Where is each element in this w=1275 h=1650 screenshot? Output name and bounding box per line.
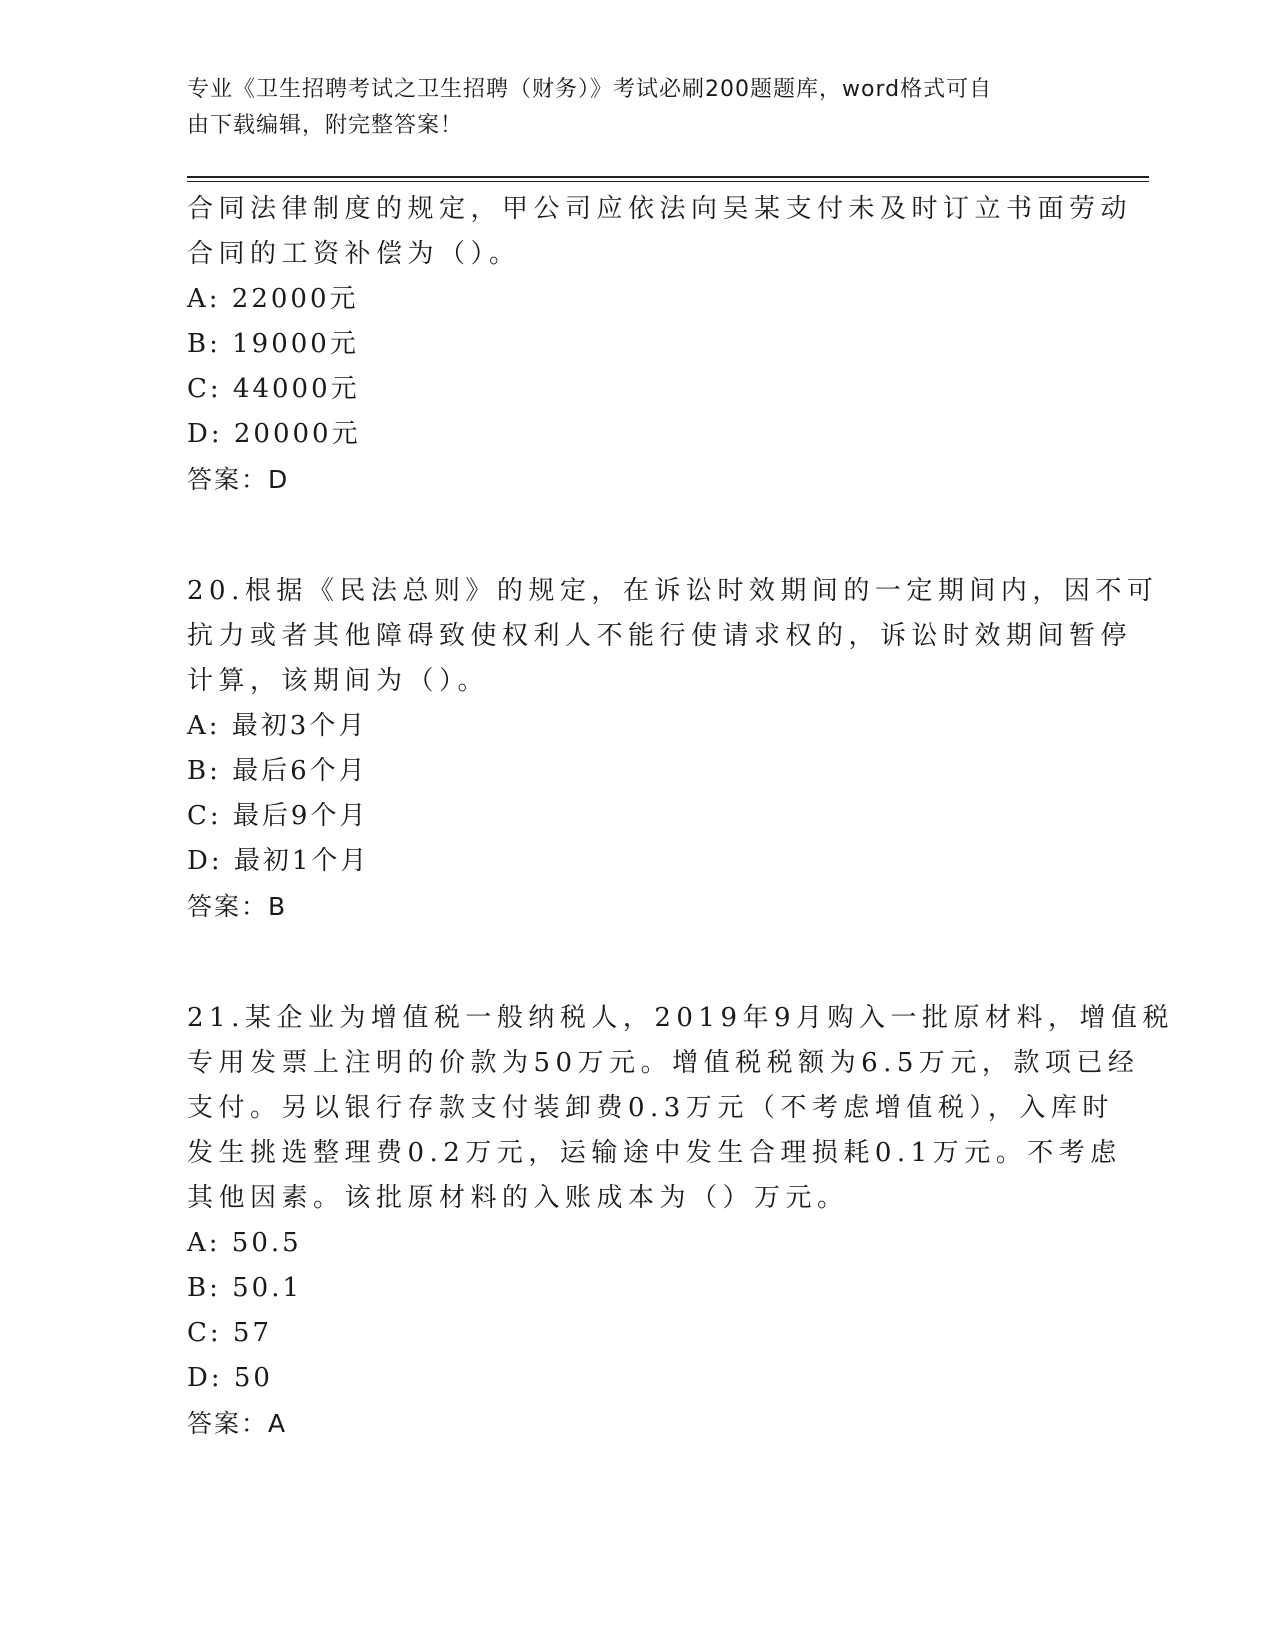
answer-line	[187, 457, 1087, 502]
question-item	[187, 187, 1133, 502]
answer-line	[187, 1401, 1087, 1446]
option-list	[187, 704, 1087, 884]
answer-value: A	[268, 1409, 286, 1438]
answer-label: 答案：	[187, 1409, 269, 1438]
option-a: A: 50.5	[187, 1228, 302, 1258]
question-stem-line: 支付。另以银行存款支付装卸费0.3万元（不考虑增值税），入库时	[187, 1093, 1114, 1123]
option-a: A: 最初3个月	[187, 711, 368, 741]
option-list	[187, 1221, 1087, 1401]
question-stem-line: 合同法律制度的规定，甲公司应依法向吴某支付未及时订立书面劳动	[187, 194, 1133, 224]
option-c: C: 44000元	[187, 374, 360, 404]
question-stem-line: 专用发票上注明的价款为50万元。增值税税额为6.5万元，款项已经	[187, 1048, 1140, 1078]
header-title-line-1: 专业《卫生招聘考试之卫生招聘（财务）》考试必刷200题题库，word格式可自	[187, 77, 993, 102]
option-d: D: 20000元	[187, 419, 361, 449]
option-a: A: 22000元	[187, 284, 359, 314]
answer-value: B	[268, 892, 286, 921]
question-stem	[187, 996, 1175, 1221]
option-b: B: 19000元	[187, 329, 359, 359]
header-divider-thick	[187, 176, 1149, 178]
question-spacer	[187, 929, 1087, 996]
answer-label: 答案：	[187, 465, 269, 494]
question-stem-line: 其他因素。该批原材料的入账成本为（）万元。	[187, 1183, 849, 1213]
option-list	[187, 277, 1087, 457]
page-header	[187, 72, 1067, 144]
question-item	[187, 996, 1175, 1446]
answer-line	[187, 884, 1087, 929]
header-divider-thin	[187, 181, 1149, 182]
question-item	[187, 569, 1159, 929]
question-stem	[187, 187, 1133, 277]
question-stem	[187, 569, 1159, 704]
question-stem-line: 抗力或者其他障碍致使权利人不能行使请求权的，诉讼时效期间暂停	[187, 621, 1133, 651]
option-d: D: 最初1个月	[187, 846, 370, 876]
question-stem-line: 合同的工资补偿为（）。	[187, 239, 521, 269]
option-c: C: 最后9个月	[187, 801, 369, 831]
option-b: B: 50.1	[187, 1273, 303, 1303]
question-list	[187, 187, 1175, 1446]
answer-label: 答案：	[187, 892, 269, 921]
question-stem-line: 21.某企业为增值税一般纳税人，2019年9月购入一批原材料，增值税	[187, 1003, 1175, 1033]
option-c: C: 57	[187, 1318, 273, 1348]
option-d: D: 50	[187, 1363, 273, 1393]
question-stem-line: 计算，该期间为（）。	[187, 666, 490, 696]
answer-value: D	[268, 465, 288, 494]
question-stem-line: 20.根据《民法总则》的规定，在诉讼时效期间的一定期间内，因不可	[187, 576, 1159, 606]
header-title-line-2: 由下载编辑，附完整答案！	[187, 113, 464, 138]
question-stem-line: 发生挑选整理费0.2万元，运输途中发生合理损耗0.1万元。不考虑	[187, 1138, 1122, 1168]
question-spacer	[187, 502, 1087, 569]
option-b: B: 最后6个月	[187, 756, 368, 786]
